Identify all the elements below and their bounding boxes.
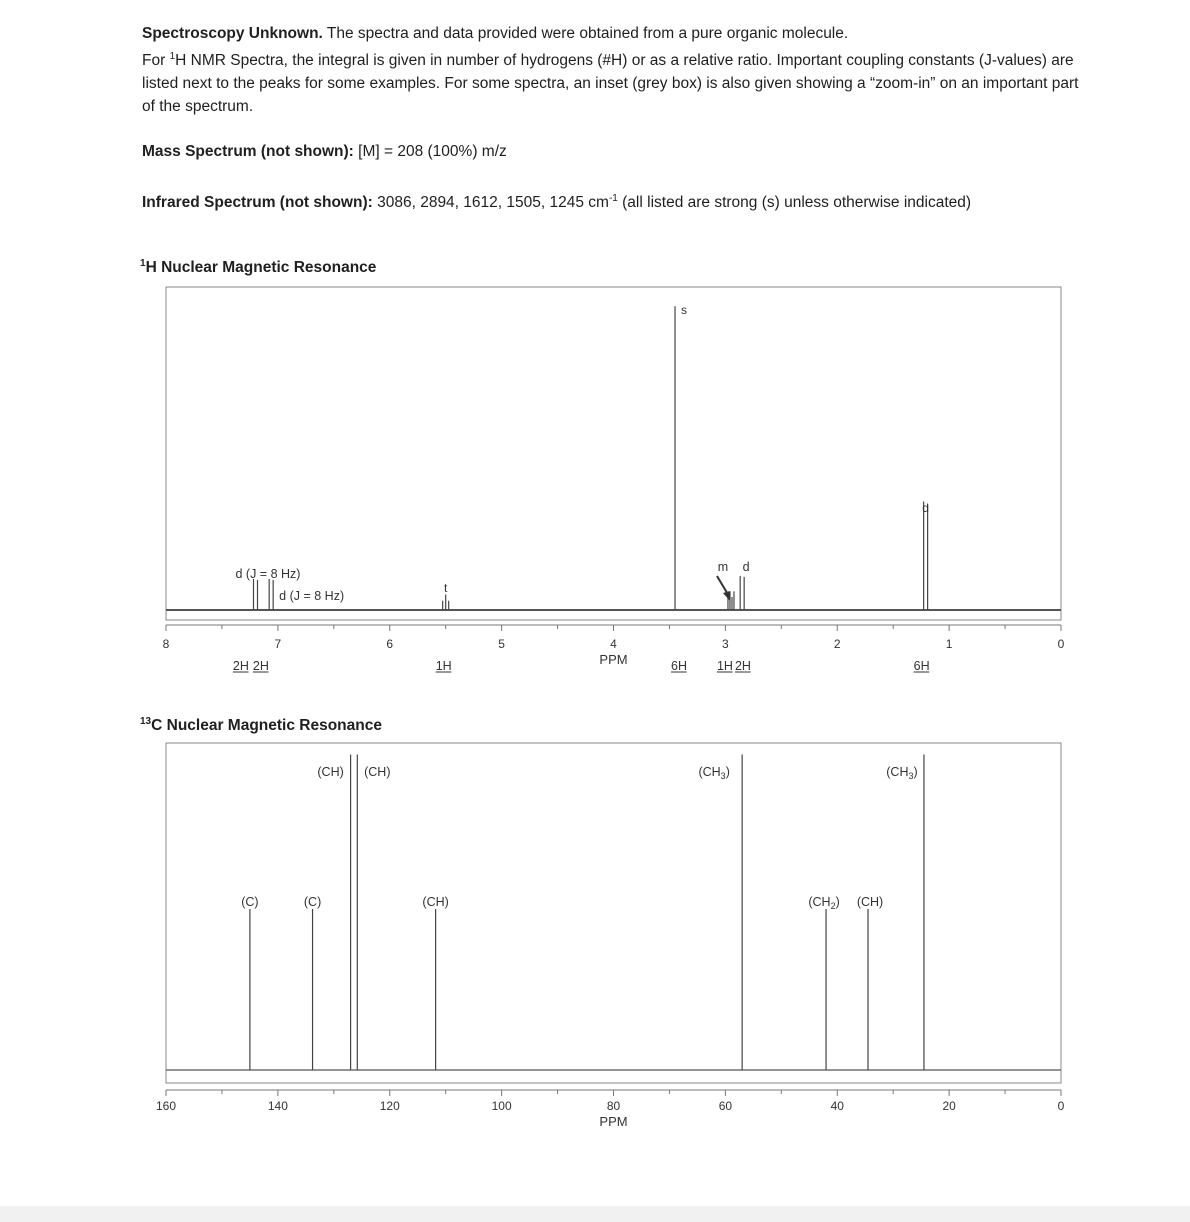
c-x-axis-label: PPM	[599, 1114, 628, 1129]
intro-title: Spectroscopy Unknown.	[142, 25, 323, 42]
c-tick-label: 20	[942, 1099, 956, 1113]
intro-line2-pre: For	[142, 52, 170, 70]
ir-spectrum-line	[142, 187, 1087, 214]
h-integral-label: 2H	[232, 659, 249, 673]
c-peak-label: (CH)	[364, 765, 391, 779]
mass-label: Mass Spectrum (not shown):	[142, 143, 354, 160]
h-integral-label: 6H	[671, 659, 688, 673]
c-title-sup: 13	[140, 716, 152, 727]
h-tick-label: 8	[162, 637, 170, 651]
h-peak-label: s	[681, 303, 688, 317]
ir-value-post: (all listed are strong (s) unless otherwise indicated)	[617, 194, 972, 212]
intro-line1: The spectra and data provided were obtained from a pure organic molecule.	[322, 25, 849, 42]
h-tick-label: 2	[833, 637, 841, 651]
mass-value: [M] = 208 (100%) m/z	[353, 143, 507, 160]
h-peak-label: d	[742, 560, 750, 574]
c-tick-label: 60	[718, 1099, 733, 1113]
h-m-arrowhead	[723, 591, 730, 601]
h-integral-label: 6H	[913, 659, 930, 673]
h-tick-label: 4	[610, 637, 617, 651]
c-peak-label: $(CH_3)$	[698, 765, 730, 781]
c-tick-label: 0	[1057, 1099, 1065, 1113]
c-peak-label: (CH)	[422, 895, 449, 909]
c-tick-label: 140	[267, 1099, 288, 1113]
c-nmr-title	[140, 716, 382, 735]
mass-spectrum-line	[142, 140, 1087, 163]
c-tick-label: 100	[491, 1099, 512, 1113]
c-peak-label: (C)	[241, 895, 259, 909]
c-title-text: C Nuclear Magnetic Resonance	[151, 717, 382, 735]
c-plot-frame	[166, 743, 1061, 1083]
c-peak-label: (CH)	[317, 765, 344, 779]
h-title-text: H Nuclear Magnetic Resonance	[145, 259, 377, 277]
ir-sup: -1	[608, 193, 618, 204]
c-tick-label: 40	[830, 1099, 844, 1113]
h-integral-label: 2H	[252, 659, 269, 673]
c-peak-label: $(CH_3)$	[886, 765, 918, 781]
h-tick-label: 7	[274, 637, 282, 651]
intro-paragraph	[142, 22, 1087, 118]
h-tick-label: 5	[498, 637, 505, 651]
ir-value-pre: 3086, 2894, 1612, 1505, 1245 cm	[372, 194, 609, 212]
h-tick-label: 3	[722, 637, 729, 651]
h-integral-label: 1H	[716, 659, 733, 673]
h-nmr-marks	[163, 303, 1065, 673]
h-tick-label: 1	[945, 637, 953, 651]
c-peak-label: (CH)	[856, 895, 884, 909]
h-integral-label: 2H	[734, 659, 751, 673]
c-nmr-marks	[156, 754, 1065, 1129]
c-tick-label: 120	[379, 1099, 400, 1113]
h-nmr-chart	[0, 280, 1190, 700]
intro-sup: 1	[169, 51, 176, 62]
h-integral-label: 1H	[435, 659, 452, 673]
h-tick-label: 0	[1057, 637, 1065, 651]
h-peak-label: d	[922, 501, 929, 515]
c-tick-label: 80	[606, 1099, 621, 1113]
intro-line2-rest: H NMR Spectra, the integral is given in number of hydrogens (#H) or as a relative ratio. Important coupling constants (J-values) are listed next to the peaks for some examples. For some spectra, an inset (grey box) is also given showing a “zoom-in” on an important part of the spectrum.	[142, 52, 1079, 116]
c-peak-label: $(CH_2)$	[808, 895, 840, 911]
c-nmr-chart	[0, 740, 1190, 1140]
h-peak-label: d (J = 8 Hz)	[235, 567, 301, 581]
ir-label: Infrared Spectrum (not shown):	[142, 194, 373, 212]
h-nmr-title	[140, 258, 376, 277]
c-peak-label: (C)	[303, 895, 322, 909]
footer-bar	[0, 1206, 1190, 1222]
h-peak-label: t	[444, 581, 448, 595]
h-peak-label: m	[717, 560, 729, 574]
h-tick-label: 6	[386, 637, 394, 651]
h-x-axis-label: PPM	[599, 652, 628, 667]
c-tick-label: 160	[155, 1099, 177, 1113]
h-title-sup: 1	[140, 258, 146, 269]
h-peak-label: d (J = 8 Hz)	[279, 589, 345, 603]
